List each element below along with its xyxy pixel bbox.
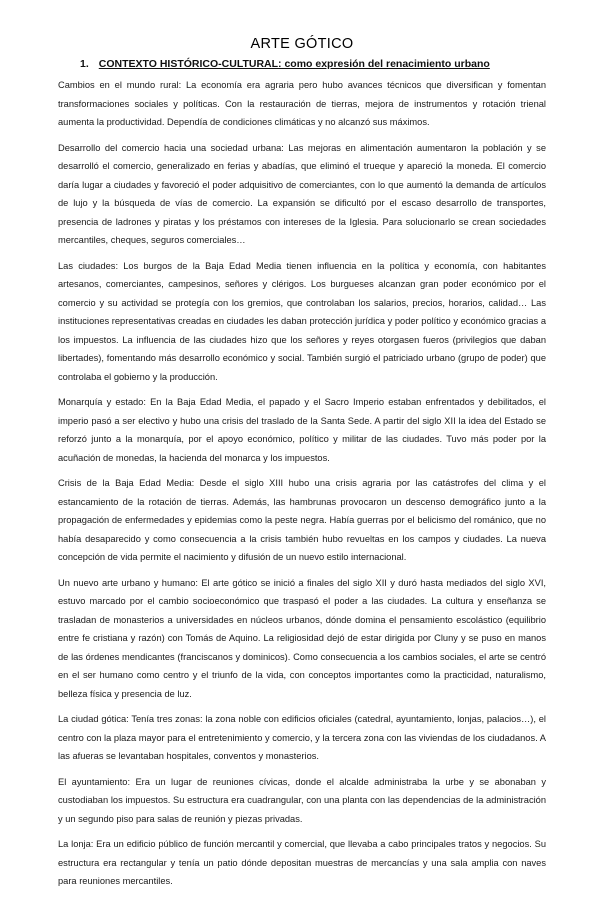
section-heading <box>58 56 546 72</box>
paragraph-desarrollo-comercio: Desarrollo del comercio hacia una sociedad urbana: Las mejoras en alimentación aumentaron la población y se desarrolló el comercio, generalizado en ferias y abadías, que eliminó el trueque y apareció la moneda. El comercio daría lugar a ciudades y favoreció el poder adquisitivo de comerciantes, con lo que aumentó la demanda de artículos de lujo y la búsqueda de vías de comercio. La expansión se dificultó por el escaso desarrollo de transportes, presencia de ladrones y piratas y los préstamos con intereses de la Iglesia. Para solucionarlo se crean sociedades mercantiles, cheques, seguros comerciales… <box>58 142 546 245</box>
paragraph-nuevo-arte: Un nuevo arte urbano y humano: El arte gótico se inició a finales del siglo XII y duró hasta mediados del siglo XVI, estuvo marcado por el cambio socioeconómico que traspasó el poder a las ciudades. La cultura y enseñanza se trasladan de monasterios a universidades en núcleos urbanos, dónde domina el pensamiento escolástico (equilibrio entre fe cristiana y razón) con Tomás de Aquino. La religiosidad dejó de estar dirigida por Cluny y se puso en manos de las órdenes mendicantes (franciscanos y dominicos). Como consecuencia a los cambios sociales, el arte se centró en el ser humano como centro y el triunfo de la vida, con conceptos importantes como la practicidad, naturalismo, belleza física y presencia de luz. <box>58 577 546 699</box>
paragraph-monarquia-estado: Monarquía y estado: En la Baja Edad Media, el papado y el Sacro Imperio estaban enfrentados y debilitados, el imperio pasó a ser electivo y hubo una crisis del traslado de la Santa Sede. A partir del siglo XII la idea del Estado se reforzó junto a la monarquía, por el apoyo económico, político y militar de las ciudades. Tuvo más poder por la acuñación de monedas, la hacienda del monarca y los impuestos. <box>58 397 546 463</box>
document-title: ARTE GÓTICO <box>250 36 354 52</box>
document-page <box>58 34 546 898</box>
paragraph-cambios-rural: Cambios en el mundo rural: La economía era agraria pero hubo avances técnicos que diversifican y fomentan transformaciones sociales y políticas. Con la restauración de tierras, mejora de instrumentos y rotación trienal aumenta la productividad. Dependía de condiciones climáticas y no alcanzó sus máximos. <box>58 80 546 127</box>
paragraph-crisis: Crisis de la Baja Edad Media: Desde el siglo XIII hubo una crisis agraria por las catástrofes del clima y el estancamiento de la rotación de tierras. Además, las hambrunas provocaron un descenso demográfico junto a la propagación de enfermedades y epidemias como la peste negra. Había guerras por el belicismo del románico, que no había desaparecido y como consecuencia a la crisis también hubo revueltas en los campos y ciudades. La nueva concepción de vida permite el nacimiento y difusión de un nuevo estilo internacional. <box>58 478 546 562</box>
paragraph-lonja: La lonja: Era un edificio público de función mercantil y comercial, que llevaba a cabo principales tratos y negocios. Su estructura era rectangular y tenía un patio dónde depositan muestras de mercancías y una sala amplia con naves para reuniones mercantiles. <box>58 839 546 886</box>
paragraph-ciudades: Las ciudades: Los burgos de la Baja Edad Media tienen influencia en la política y economía, con habitantes artesanos, comerciantes, campesinos, señores y clérigos. Los burgueses alcanzan gran poder económico por el comercio y su actividad se protegía con los gremios, que controlaban los salarios, precios, horarios, calidad… Las instituciones representativas creadas en ciudades les daban protección jurídica y poder político y económico gracias a los impuestos. La influencia de las ciudades hizo que los señores y reyes otorgasen fueros (privilegios que daban libertades), fomentando más desarrollo económico y social. También surgió el patriciado urbano (grupo de poder) que controlaba el gobierno y la producción. <box>58 260 546 382</box>
section-number: 1. <box>80 58 89 70</box>
section-heading-text: CONTEXTO HISTÓRICO-CULTURAL: como expresión del renacimiento urbano <box>98 58 490 70</box>
paragraph-ayuntamiento: El ayuntamiento: Era un lugar de reuniones cívicas, donde el alcalde administraba la urbe y se abonaban y custodiaban los impuestos. Su estructura era cuadrangular, con una planta con las dependencias de la administración y un segundo piso para salas de reunión y piezas privadas. <box>58 776 546 824</box>
paragraph-ciudad-gotica: La ciudad gótica: Tenía tres zonas: la zona noble con edificios oficiales (catedral, ayuntamiento, lonjas, palacios…), el centro con la plaza mayor para el entretenimiento y comercio, y la tercera zona con las viviendas de los ciudadanos. A las afueras se levantaban hospitales, conventos y monasterios. <box>58 714 546 761</box>
